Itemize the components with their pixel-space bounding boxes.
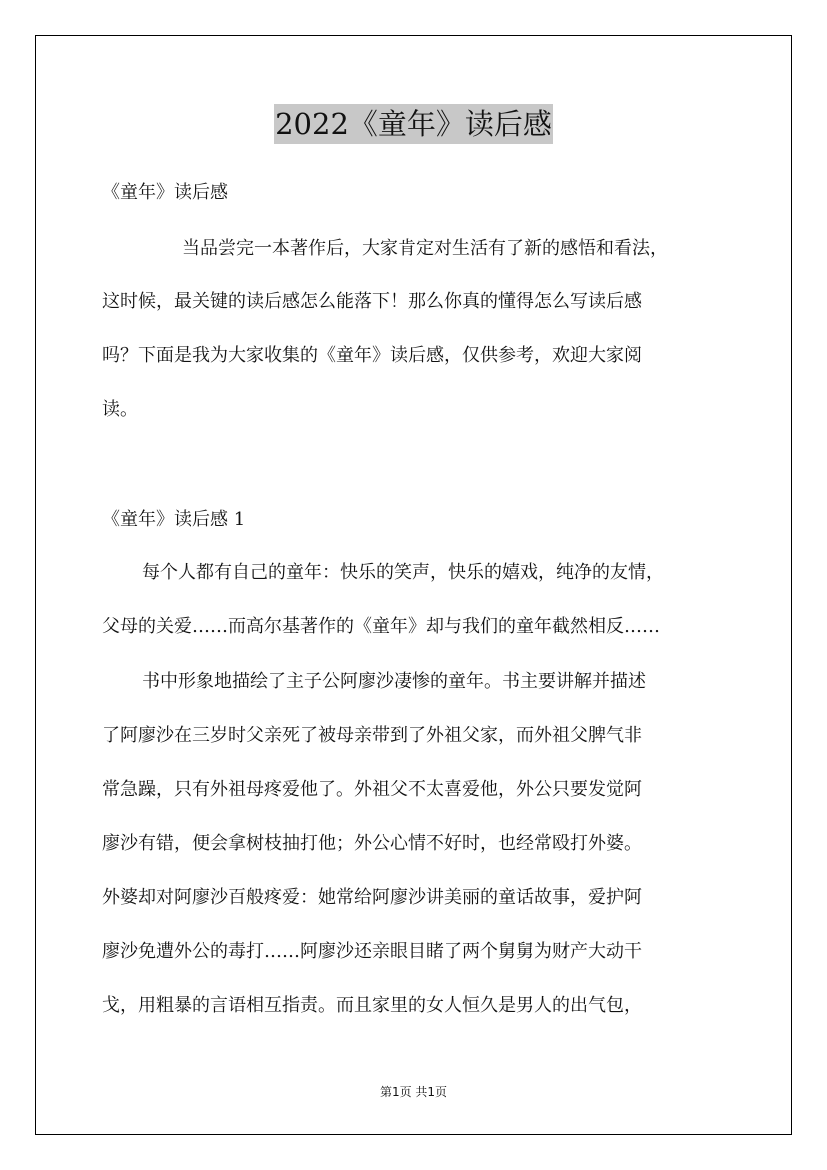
paragraph-line: 每个人都有自己的童年：快乐的笑声，快乐的嬉戏，纯净的友情， <box>142 562 664 583</box>
section-heading: 《童年》读后感 <box>102 182 228 203</box>
paragraph-line: 父母的关爱……而高尔基著作的《童年》却与我们的童年截然相反…… <box>102 616 660 637</box>
intro-line: 读。 <box>102 399 138 420</box>
section-heading: 《童年》读后感 1 <box>102 509 246 530</box>
paragraph-line: 廖沙免遭外公的毒打……阿廖沙还亲眼目睹了两个舅舅为财产大动干 <box>102 941 642 962</box>
intro-line: 这时候，最关键的读后感怎么能落下！那么你真的懂得怎么写读后感 <box>102 291 642 312</box>
title-container <box>102 104 725 144</box>
intro-line: 当品尝完一本著作后，大家肯定对生活有了新的感悟和看法， <box>182 238 668 259</box>
document-title: 2022《童年》读后感 <box>274 104 553 144</box>
page-number-footer: 第1页 共1页 <box>379 1085 448 1099</box>
paragraph-line: 廖沙有错，便会拿树枝抽打他；外公心情不好时，也经常殴打外婆。 <box>102 833 642 854</box>
paragraph-line: 了阿廖沙在三岁时父亲死了被母亲带到了外祖父家，而外祖父脾气非 <box>102 725 642 746</box>
paragraph-line: 戈，用粗暴的言语相互指责。而且家里的女人恒久是男人的出气包， <box>102 995 642 1016</box>
paragraph-line: 书中形象地描绘了主子公阿廖沙凄惨的童年。书主要讲解并描述 <box>142 671 646 692</box>
paragraph-line: 常急躁，只有外祖母疼爱他了。外祖父不太喜爱他，外公只要发觉阿 <box>102 779 642 800</box>
paragraph-line: 外婆却对阿廖沙百般疼爱：她常给阿廖沙讲美丽的童话故事，爱护阿 <box>102 887 642 908</box>
intro-line: 吗？下面是我为大家收集的《童年》读后感，仅供参考，欢迎大家阅 <box>102 345 642 366</box>
